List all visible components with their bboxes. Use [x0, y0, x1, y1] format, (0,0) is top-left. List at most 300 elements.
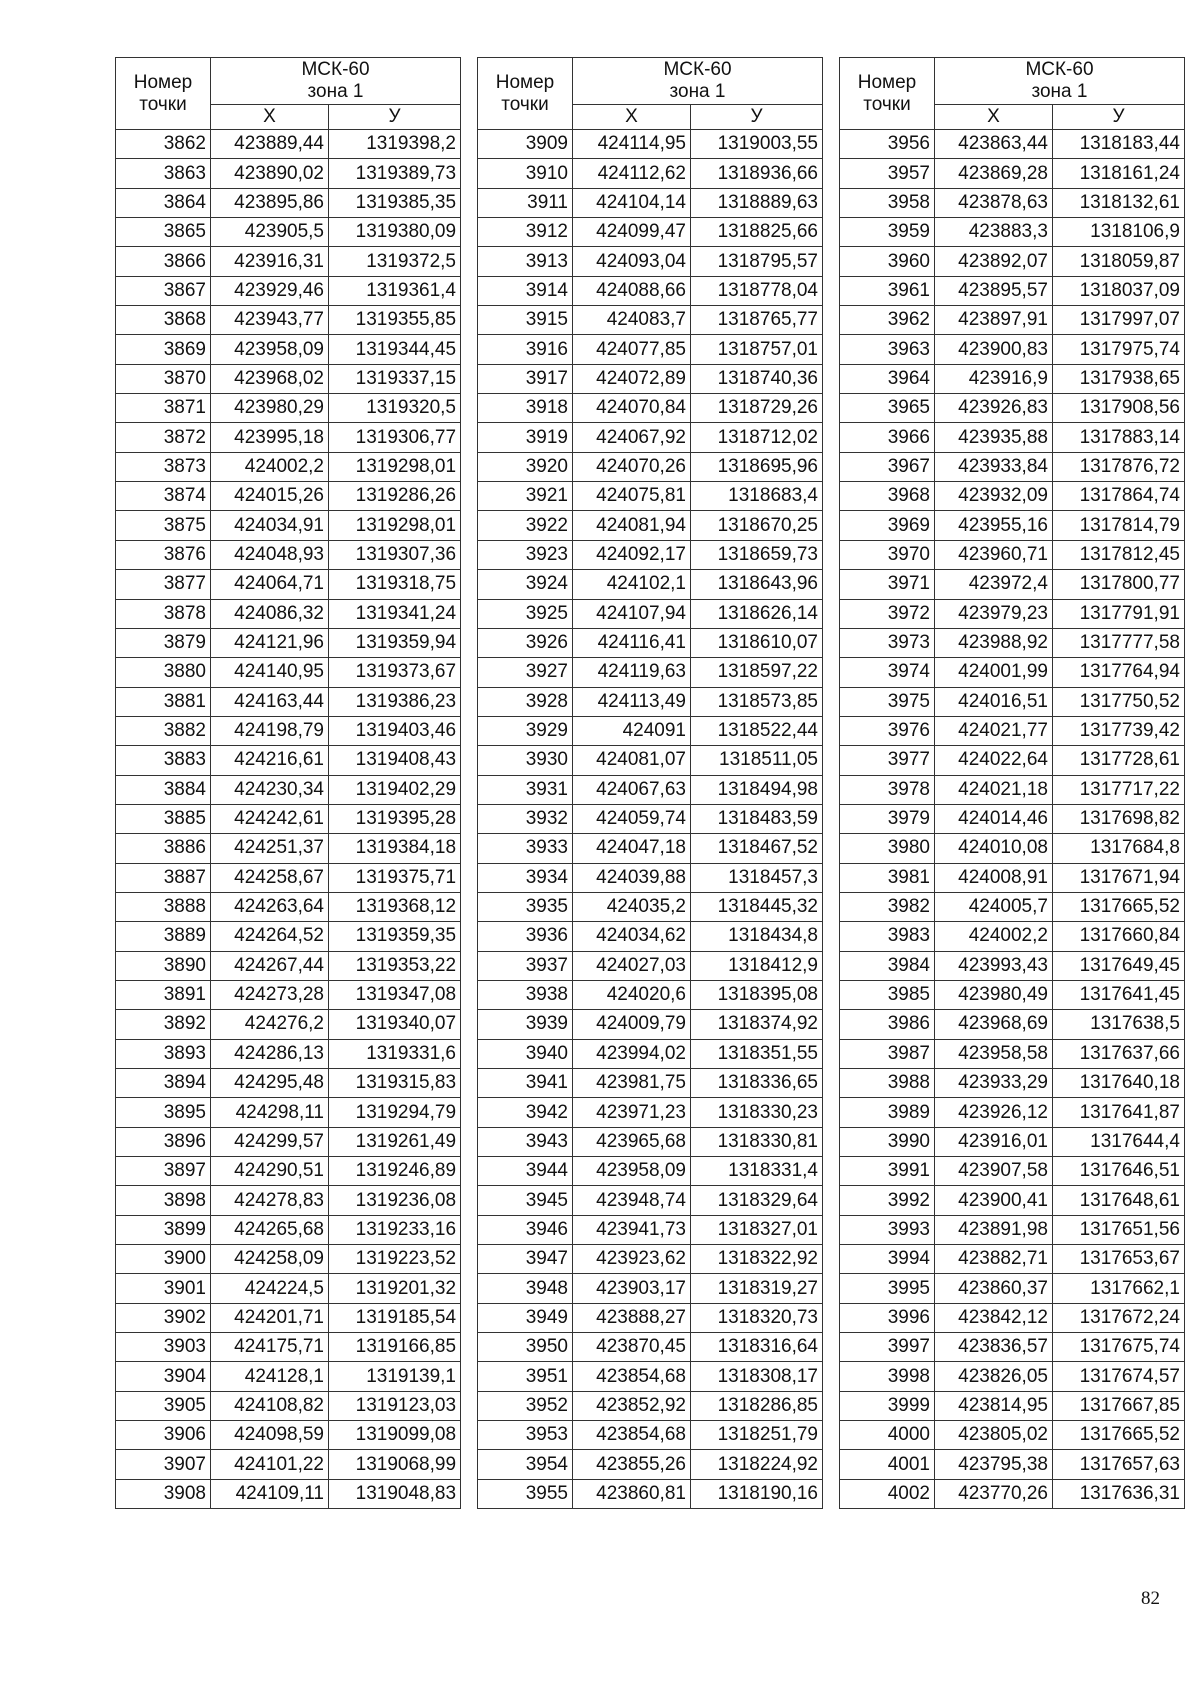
y-coordinate-cell: 1317657,63	[1052, 1450, 1184, 1479]
table-row	[116, 1245, 461, 1274]
x-coordinate-cell: 424015,26	[211, 482, 329, 511]
x-coordinate-cell: 424251,37	[211, 834, 329, 863]
y-coordinate-cell: 1318467,52	[690, 834, 822, 863]
point-number-cell: 3916	[477, 335, 572, 364]
y-coordinate-cell: 1317698,82	[1052, 804, 1184, 833]
y-coordinate-cell: 1318712,02	[690, 423, 822, 452]
table-row	[116, 746, 461, 775]
table-row	[477, 364, 822, 393]
y-coordinate-cell: 1318161,24	[1052, 159, 1184, 188]
y-coordinate-cell: 1319408,43	[329, 746, 461, 775]
table-row	[839, 335, 1184, 364]
x-coordinate-cell: 424075,81	[572, 482, 690, 511]
table-body	[116, 130, 461, 1509]
table-row	[477, 716, 822, 745]
y-coordinate-cell: 1318729,26	[690, 394, 822, 423]
table-row	[116, 1450, 461, 1479]
table-row	[116, 599, 461, 628]
point-number-cell: 3904	[116, 1362, 211, 1391]
y-coordinate-cell: 1318626,14	[690, 599, 822, 628]
point-number-cell: 3908	[116, 1479, 211, 1508]
table-row	[477, 511, 822, 540]
x-coordinate-cell: 423826,05	[934, 1362, 1052, 1391]
point-number-cell: 3895	[116, 1098, 211, 1127]
x-coordinate-cell: 423941,73	[572, 1215, 690, 1244]
y-coordinate-cell: 1317684,8	[1052, 834, 1184, 863]
point-number-cell: 4001	[839, 1450, 934, 1479]
point-number-cell: 3923	[477, 540, 572, 569]
x-coordinate-cell: 424128,1	[211, 1362, 329, 1391]
y-coordinate-cell: 1318412,9	[690, 951, 822, 980]
point-number-cell: 3863	[116, 159, 211, 188]
x-coordinate-cell: 423892,07	[934, 247, 1052, 276]
point-number-cell: 3912	[477, 218, 572, 247]
point-number-cell: 3902	[116, 1303, 211, 1332]
y-coordinate-cell: 1319048,83	[329, 1479, 461, 1508]
y-coordinate-cell: 1319337,15	[329, 364, 461, 393]
y-coordinate-cell: 1319375,71	[329, 863, 461, 892]
table-row	[116, 335, 461, 364]
table-row	[839, 1450, 1184, 1479]
y-coordinate-cell: 1318286,85	[690, 1391, 822, 1420]
table-row	[116, 1186, 461, 1215]
x-coordinate-cell: 424009,79	[572, 1010, 690, 1039]
point-number-cell: 3951	[477, 1362, 572, 1391]
y-coordinate-cell: 1317717,22	[1052, 775, 1184, 804]
point-number-cell: 3969	[839, 511, 934, 540]
x-coordinate-cell: 423980,29	[211, 394, 329, 423]
y-coordinate-cell: 1317800,77	[1052, 570, 1184, 599]
x-coordinate-cell: 424295,48	[211, 1069, 329, 1098]
point-number-cell: 3942	[477, 1098, 572, 1127]
table-row	[477, 1479, 822, 1508]
x-coordinate-cell: 424121,96	[211, 628, 329, 657]
table-row	[116, 511, 461, 540]
point-number-cell: 3938	[477, 980, 572, 1009]
point-number-cell: 3913	[477, 247, 572, 276]
point-number-cell: 3898	[116, 1186, 211, 1215]
y-coordinate-cell: 1319139,1	[329, 1362, 461, 1391]
table-row	[116, 1039, 461, 1068]
y-coordinate-cell: 1317665,52	[1052, 892, 1184, 921]
x-coordinate-cell: 423979,23	[934, 599, 1052, 628]
point-number-header: Номер точки	[116, 58, 211, 130]
x-coordinate-cell: 424083,7	[572, 306, 690, 335]
x-coordinate-cell: 424022,64	[934, 746, 1052, 775]
point-number-cell: 3967	[839, 452, 934, 481]
point-number-cell: 3982	[839, 892, 934, 921]
x-coordinate-cell: 424273,28	[211, 980, 329, 1009]
y-coordinate-cell: 1319372,5	[329, 247, 461, 276]
y-coordinate-cell: 1317640,18	[1052, 1069, 1184, 1098]
y-coordinate-cell: 1318757,01	[690, 335, 822, 364]
y-coordinate-cell: 1318573,85	[690, 687, 822, 716]
x-coordinate-cell: 423933,29	[934, 1069, 1052, 1098]
table-row	[116, 892, 461, 921]
y-coordinate-cell: 1317975,74	[1052, 335, 1184, 364]
table-row	[477, 1333, 822, 1362]
table-row	[839, 922, 1184, 951]
point-number-cell: 3865	[116, 218, 211, 247]
y-coordinate-cell: 1319307,36	[329, 540, 461, 569]
table-row	[477, 746, 822, 775]
y-coordinate-cell: 1318037,09	[1052, 276, 1184, 305]
x-coordinate-cell: 424108,82	[211, 1391, 329, 1420]
y-coordinate-cell: 1319341,24	[329, 599, 461, 628]
point-number-cell: 3987	[839, 1039, 934, 1068]
point-number-cell: 3867	[116, 276, 211, 305]
table-row	[839, 364, 1184, 393]
table-row	[477, 1274, 822, 1303]
point-number-cell: 3963	[839, 335, 934, 364]
point-number-cell: 3964	[839, 364, 934, 393]
y-coordinate-cell: 1317764,94	[1052, 658, 1184, 687]
x-coordinate-cell: 423923,62	[572, 1245, 690, 1274]
table-row	[116, 1303, 461, 1332]
point-number-cell: 3962	[839, 306, 934, 335]
y-coordinate-cell: 1317674,57	[1052, 1362, 1184, 1391]
y-coordinate-cell: 1317777,58	[1052, 628, 1184, 657]
point-number-cell: 3924	[477, 570, 572, 599]
y-coordinate-cell: 1317675,74	[1052, 1333, 1184, 1362]
table-row	[477, 1450, 822, 1479]
point-number-cell: 3864	[116, 188, 211, 217]
y-coordinate-cell: 1319320,5	[329, 394, 461, 423]
table-row	[477, 1391, 822, 1420]
x-coordinate-cell: 423888,27	[572, 1303, 690, 1332]
point-number-cell: 3949	[477, 1303, 572, 1332]
y-coordinate-cell: 1318778,04	[690, 276, 822, 305]
y-coordinate-cell: 1318330,81	[690, 1127, 822, 1156]
y-coordinate-cell: 1318434,8	[690, 922, 822, 951]
point-number-cell: 3897	[116, 1157, 211, 1186]
coordinates-table-3	[839, 57, 1185, 1509]
point-number-cell: 3986	[839, 1010, 934, 1039]
point-number-cell: 3968	[839, 482, 934, 511]
x-coordinate-cell: 423993,43	[934, 951, 1052, 980]
table-row	[477, 452, 822, 481]
table-row	[477, 1039, 822, 1068]
table-row	[839, 1069, 1184, 1098]
table-row	[839, 1303, 1184, 1332]
table-row	[477, 276, 822, 305]
x-coordinate-cell: 424114,95	[572, 130, 690, 159]
table-row	[839, 1098, 1184, 1127]
y-coordinate-cell: 1319386,23	[329, 687, 461, 716]
x-coordinate-cell: 424201,71	[211, 1303, 329, 1332]
point-number-cell: 3979	[839, 804, 934, 833]
point-number-cell: 3891	[116, 980, 211, 1009]
x-coordinate-cell: 424230,34	[211, 775, 329, 804]
x-coordinate-cell: 423965,68	[572, 1127, 690, 1156]
y-column-header: У	[1052, 105, 1184, 130]
point-number-cell: 3957	[839, 159, 934, 188]
y-coordinate-cell: 1318765,77	[690, 306, 822, 335]
x-coordinate-cell: 424264,52	[211, 922, 329, 951]
x-coordinate-cell: 424113,49	[572, 687, 690, 716]
y-coordinate-cell: 1317728,61	[1052, 746, 1184, 775]
x-coordinate-cell: 424092,17	[572, 540, 690, 569]
table-row	[839, 1215, 1184, 1244]
point-number-cell: 3997	[839, 1333, 934, 1362]
x-coordinate-cell: 424102,1	[572, 570, 690, 599]
x-coordinate-cell: 423900,41	[934, 1186, 1052, 1215]
point-number-cell: 3905	[116, 1391, 211, 1420]
point-number-cell: 3992	[839, 1186, 934, 1215]
y-coordinate-cell: 1317814,79	[1052, 511, 1184, 540]
table-row	[116, 628, 461, 657]
table-row	[116, 1098, 461, 1127]
y-coordinate-cell: 1318322,92	[690, 1245, 822, 1274]
table-row	[477, 599, 822, 628]
x-coordinate-cell: 424224,5	[211, 1274, 329, 1303]
y-coordinate-cell: 1318183,44	[1052, 130, 1184, 159]
point-number-cell: 4000	[839, 1421, 934, 1450]
point-number-cell: 3866	[116, 247, 211, 276]
x-coordinate-cell: 423943,77	[211, 306, 329, 335]
point-number-cell: 3884	[116, 775, 211, 804]
point-number-cell: 3926	[477, 628, 572, 657]
x-coordinate-cell: 423955,16	[934, 511, 1052, 540]
table-row	[477, 540, 822, 569]
point-number-cell: 3890	[116, 951, 211, 980]
point-number-cell: 3877	[116, 570, 211, 599]
point-number-cell: 3960	[839, 247, 934, 276]
x-coordinate-cell: 424047,18	[572, 834, 690, 863]
y-coordinate-cell: 1319233,16	[329, 1215, 461, 1244]
y-coordinate-cell: 1317637,66	[1052, 1039, 1184, 1068]
point-number-cell: 3920	[477, 452, 572, 481]
table-row	[839, 804, 1184, 833]
point-number-cell: 3872	[116, 423, 211, 452]
x-coordinate-cell: 424070,26	[572, 452, 690, 481]
coordinates-table-2	[477, 57, 823, 1509]
table-row	[839, 423, 1184, 452]
x-column-header: X	[211, 105, 329, 130]
x-coordinate-cell: 424010,08	[934, 834, 1052, 863]
y-coordinate-cell: 1318190,16	[690, 1479, 822, 1508]
table-row	[116, 218, 461, 247]
x-coordinate-cell: 424107,94	[572, 599, 690, 628]
point-number-cell: 3922	[477, 511, 572, 540]
point-number-cell: 3870	[116, 364, 211, 393]
point-number-cell: 3983	[839, 922, 934, 951]
table-row	[477, 922, 822, 951]
y-coordinate-cell: 1317791,91	[1052, 599, 1184, 628]
y-coordinate-cell: 1318643,96	[690, 570, 822, 599]
x-coordinate-cell: 423948,74	[572, 1186, 690, 1215]
y-coordinate-cell: 1319368,12	[329, 892, 461, 921]
y-coordinate-cell: 1319318,75	[329, 570, 461, 599]
x-coordinate-cell: 424263,64	[211, 892, 329, 921]
point-number-cell: 3973	[839, 628, 934, 657]
point-number-cell: 3876	[116, 540, 211, 569]
y-coordinate-cell: 1317641,87	[1052, 1098, 1184, 1127]
point-number-cell: 3965	[839, 394, 934, 423]
x-coordinate-cell: 423926,83	[934, 394, 1052, 423]
x-coordinate-cell: 424072,89	[572, 364, 690, 393]
point-number-cell: 3887	[116, 863, 211, 892]
point-number-cell: 3896	[116, 1127, 211, 1156]
x-coordinate-cell: 423860,37	[934, 1274, 1052, 1303]
table-row	[839, 394, 1184, 423]
point-number-cell: 3944	[477, 1157, 572, 1186]
point-number-cell: 3971	[839, 570, 934, 599]
x-coordinate-cell: 423895,86	[211, 188, 329, 217]
table-row	[477, 482, 822, 511]
y-coordinate-cell: 1317883,14	[1052, 423, 1184, 452]
y-coordinate-cell: 1318329,64	[690, 1186, 822, 1215]
point-number-cell: 3921	[477, 482, 572, 511]
point-number-cell: 3882	[116, 716, 211, 745]
point-number-cell: 4002	[839, 1479, 934, 1508]
point-number-cell: 3966	[839, 423, 934, 452]
table-row	[116, 247, 461, 276]
x-coordinate-cell: 423916,31	[211, 247, 329, 276]
x-coordinate-cell: 423870,45	[572, 1333, 690, 1362]
point-number-cell: 3956	[839, 130, 934, 159]
y-coordinate-cell: 1318308,17	[690, 1362, 822, 1391]
x-coordinate-cell: 423897,91	[934, 306, 1052, 335]
table-row	[839, 892, 1184, 921]
x-coordinate-cell: 423889,44	[211, 130, 329, 159]
x-coordinate-cell: 424258,09	[211, 1245, 329, 1274]
point-number-cell: 3984	[839, 951, 934, 980]
table-row	[839, 452, 1184, 481]
y-coordinate-cell: 1319331,6	[329, 1039, 461, 1068]
y-coordinate-cell: 1317644,4	[1052, 1127, 1184, 1156]
x-coordinate-cell: 423995,18	[211, 423, 329, 452]
table-row	[116, 687, 461, 716]
y-coordinate-cell: 1317908,56	[1052, 394, 1184, 423]
coordinate-system-header: МСК-60 зона 1	[572, 58, 822, 105]
table-row	[477, 1069, 822, 1098]
point-number-cell: 3977	[839, 746, 934, 775]
x-coordinate-cell: 423890,02	[211, 159, 329, 188]
table-row	[116, 570, 461, 599]
table-row	[477, 1127, 822, 1156]
point-number-cell: 3954	[477, 1450, 572, 1479]
table-row	[477, 658, 822, 687]
y-coordinate-cell: 1319185,54	[329, 1303, 461, 1332]
y-coordinate-cell: 1317671,94	[1052, 863, 1184, 892]
point-number-cell: 3893	[116, 1039, 211, 1068]
point-number-cell: 3981	[839, 863, 934, 892]
point-number-cell: 3985	[839, 980, 934, 1009]
y-coordinate-cell: 1318494,98	[690, 775, 822, 804]
table-row	[116, 658, 461, 687]
x-coordinate-cell: 423972,4	[934, 570, 1052, 599]
y-coordinate-cell: 1318319,27	[690, 1274, 822, 1303]
table-row	[116, 863, 461, 892]
y-coordinate-cell: 1318336,65	[690, 1069, 822, 1098]
table-row	[839, 658, 1184, 687]
x-coordinate-cell: 424081,07	[572, 746, 690, 775]
point-number-cell: 3883	[116, 746, 211, 775]
table-row	[116, 188, 461, 217]
x-coordinate-cell: 424070,84	[572, 394, 690, 423]
x-coordinate-cell: 424021,77	[934, 716, 1052, 745]
y-coordinate-cell: 1319359,35	[329, 922, 461, 951]
x-coordinate-cell: 424086,32	[211, 599, 329, 628]
table-row	[839, 834, 1184, 863]
x-coordinate-cell: 424067,63	[572, 775, 690, 804]
x-coordinate-cell: 424034,91	[211, 511, 329, 540]
point-number-cell: 3871	[116, 394, 211, 423]
y-coordinate-cell: 1319373,67	[329, 658, 461, 687]
y-coordinate-cell: 1319398,2	[329, 130, 461, 159]
y-coordinate-cell: 1317641,45	[1052, 980, 1184, 1009]
x-coordinate-cell: 424242,61	[211, 804, 329, 833]
y-coordinate-cell: 1319236,08	[329, 1186, 461, 1215]
table-row	[116, 540, 461, 569]
point-number-cell: 3917	[477, 364, 572, 393]
point-number-header: Номер точки	[477, 58, 572, 130]
y-coordinate-cell: 1319315,83	[329, 1069, 461, 1098]
point-number-cell: 3958	[839, 188, 934, 217]
x-coordinate-cell: 423960,71	[934, 540, 1052, 569]
y-coordinate-cell: 1318327,01	[690, 1215, 822, 1244]
table-row	[839, 1157, 1184, 1186]
table-row	[116, 1274, 461, 1303]
y-coordinate-cell: 1318351,55	[690, 1039, 822, 1068]
x-coordinate-cell: 424112,62	[572, 159, 690, 188]
point-number-cell: 3903	[116, 1333, 211, 1362]
coordinates-sheet	[115, 57, 1185, 1509]
table-row	[839, 276, 1184, 305]
table-row	[839, 980, 1184, 1009]
x-coordinate-cell: 423958,09	[572, 1157, 690, 1186]
point-number-cell: 3928	[477, 687, 572, 716]
table-row	[116, 1215, 461, 1244]
x-coordinate-cell: 424104,14	[572, 188, 690, 217]
point-number-cell: 3909	[477, 130, 572, 159]
table-row	[477, 1303, 822, 1332]
table-row	[477, 335, 822, 364]
y-coordinate-cell: 1319389,73	[329, 159, 461, 188]
table-row	[839, 1245, 1184, 1274]
table-row	[116, 159, 461, 188]
x-coordinate-cell: 423854,68	[572, 1421, 690, 1450]
table-row	[839, 1186, 1184, 1215]
table-row	[839, 1010, 1184, 1039]
table-row	[116, 1479, 461, 1508]
point-number-cell: 3930	[477, 746, 572, 775]
y-coordinate-cell: 1317662,1	[1052, 1274, 1184, 1303]
point-number-cell: 3881	[116, 687, 211, 716]
x-coordinate-cell: 424140,95	[211, 658, 329, 687]
y-coordinate-cell: 1318683,4	[690, 482, 822, 511]
y-coordinate-cell: 1317651,56	[1052, 1215, 1184, 1244]
y-coordinate-cell: 1318331,4	[690, 1157, 822, 1186]
table-row	[477, 1157, 822, 1186]
y-coordinate-cell: 1319166,85	[329, 1333, 461, 1362]
point-number-cell: 3907	[116, 1450, 211, 1479]
point-number-cell: 3993	[839, 1215, 934, 1244]
y-coordinate-cell: 1319353,22	[329, 951, 461, 980]
y-coordinate-cell: 1317750,52	[1052, 687, 1184, 716]
x-coordinate-cell: 424278,83	[211, 1186, 329, 1215]
x-coordinate-cell: 424298,11	[211, 1098, 329, 1127]
table-row	[839, 1039, 1184, 1068]
y-coordinate-cell: 1318395,08	[690, 980, 822, 1009]
x-coordinate-cell: 424048,93	[211, 540, 329, 569]
y-coordinate-cell: 1318106,9	[1052, 218, 1184, 247]
point-number-cell: 3975	[839, 687, 934, 716]
table-row	[477, 775, 822, 804]
x-coordinate-cell: 424002,2	[211, 452, 329, 481]
x-coordinate-cell: 424020,6	[572, 980, 690, 1009]
